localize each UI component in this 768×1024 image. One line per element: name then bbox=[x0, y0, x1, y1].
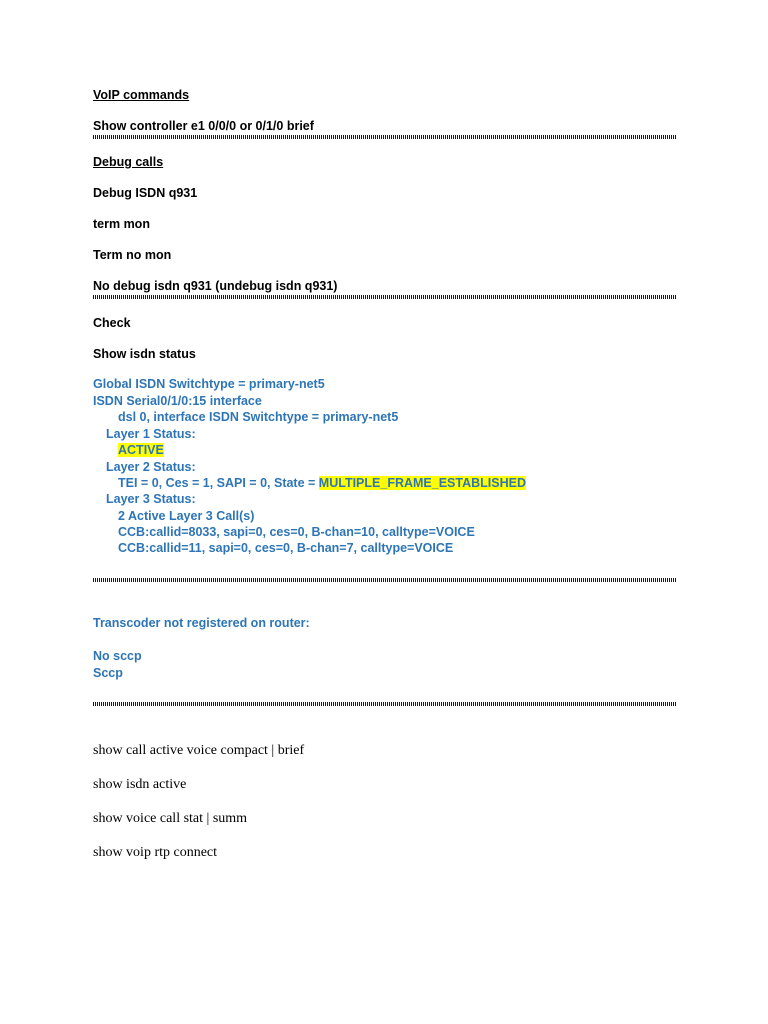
ccb-line-1: CCB:callid=8033, sapi=0, ces=0, B-chan=10, calltype=VOICE bbox=[118, 525, 475, 539]
layer1-status-value: ACTIVE bbox=[118, 443, 164, 457]
layer1-status-line bbox=[118, 443, 164, 458]
separator-rule bbox=[93, 135, 676, 139]
transcoder-title: Transcoder not registered on router: bbox=[93, 616, 310, 630]
layer3-calls-line: 2 Active Layer 3 Call(s) bbox=[118, 509, 255, 523]
isdn-interface-line: ISDN Serial0/1/0:15 interface bbox=[93, 394, 262, 408]
layer2-status-prefix: TEI = 0, Ces = 1, SAPI = 0, State = bbox=[118, 476, 319, 490]
no-sccp-command: No sccp bbox=[93, 649, 142, 663]
term-mon-command: term mon bbox=[93, 217, 150, 231]
dsl-line: dsl 0, interface ISDN Switchtype = primary-net5 bbox=[118, 410, 399, 424]
layer3-status-label: Layer 3 Status: bbox=[106, 492, 196, 506]
show-call-active-command: show call active voice compact | brief bbox=[93, 743, 305, 758]
show-isdn-active-command: show isdn active bbox=[93, 777, 187, 792]
document-heading: VoIP commands bbox=[93, 88, 190, 102]
separator-rule bbox=[93, 295, 676, 299]
ccb-line-2: CCB:callid=11, sapi=0, ces=0, B-chan=7, calltype=VOICE bbox=[118, 541, 454, 555]
separator-rule bbox=[93, 578, 676, 582]
separator-rule bbox=[93, 702, 676, 706]
show-isdn-status-command: Show isdn status bbox=[93, 347, 196, 361]
debug-isdn-command: Debug ISDN q931 bbox=[93, 186, 198, 200]
layer2-status-line bbox=[118, 476, 526, 491]
debug-calls-heading: Debug calls bbox=[93, 155, 164, 169]
show-voice-call-stat-command: show voice call stat | summ bbox=[93, 811, 248, 826]
show-controller-command: Show controller e1 0/0/0 or 0/1/0 brief bbox=[93, 119, 314, 133]
no-debug-command: No debug isdn q931 (undebug isdn q931) bbox=[93, 279, 338, 293]
check-label: Check bbox=[93, 316, 131, 330]
term-no-mon-command: Term no mon bbox=[93, 248, 172, 262]
layer2-state-value: MULTIPLE_FRAME_ESTABLISHED bbox=[318, 476, 526, 490]
layer2-status-label: Layer 2 Status: bbox=[106, 460, 196, 474]
layer1-status-label: Layer 1 Status: bbox=[106, 427, 196, 441]
sccp-command: Sccp bbox=[93, 666, 123, 680]
global-switchtype-line: Global ISDN Switchtype = primary-net5 bbox=[93, 377, 325, 391]
show-voip-rtp-command: show voip rtp connect bbox=[93, 845, 218, 860]
